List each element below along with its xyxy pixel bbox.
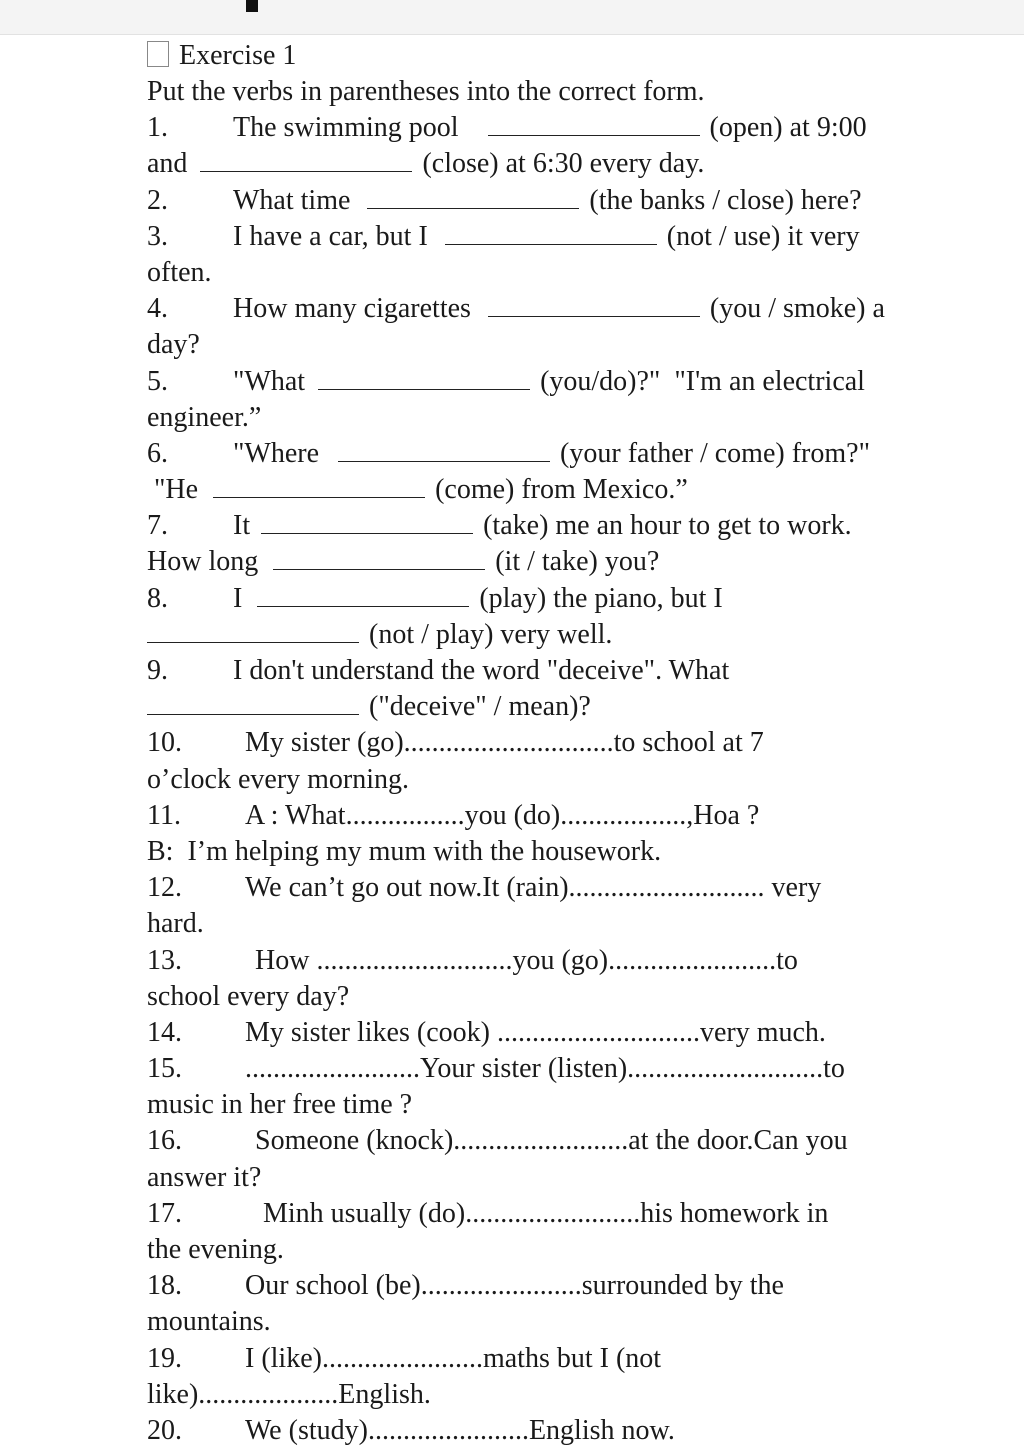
- list-item: [147, 436, 937, 472]
- item-text: (your father / come) from?": [560, 437, 871, 469]
- answer-blank[interactable]: [367, 186, 579, 209]
- answer-blank[interactable]: [338, 439, 550, 462]
- answer-blank[interactable]: [488, 294, 700, 317]
- item-number: 11.: [147, 799, 181, 831]
- item-text: music in her free time ?: [147, 1089, 413, 1121]
- item-text: (close) at 6:30 every day.: [422, 148, 705, 180]
- item-number: 9.: [147, 655, 168, 686]
- item-number: 6.: [147, 437, 168, 469]
- item-text: My sister likes (cook) .............................very much.: [245, 1016, 826, 1048]
- item-text: o’clock every morning.: [147, 763, 410, 795]
- list-item: [147, 870, 937, 906]
- item-text: Someone (knock).........................at the door.Can you: [255, 1125, 848, 1157]
- answer-blank[interactable]: [257, 584, 469, 607]
- item-number: 12.: [147, 872, 182, 904]
- item-text: B: I’m helping my mum with the housework.: [147, 835, 662, 867]
- list-item: [147, 544, 937, 580]
- item-text: What time: [233, 184, 351, 216]
- item-text: often.: [147, 256, 212, 288]
- item-number: 2.: [147, 184, 168, 216]
- item-text: hard.: [147, 908, 204, 940]
- item-number: 15.: [147, 1053, 182, 1085]
- item-number: 13.: [147, 944, 182, 976]
- item-text: We (study).......................English now.: [245, 1414, 675, 1446]
- item-text: How long: [147, 546, 259, 578]
- list-item: [147, 146, 937, 182]
- item-number: 4.: [147, 293, 168, 325]
- item-number: 20.: [147, 1414, 182, 1446]
- item-text: I: [233, 582, 243, 614]
- item-text: (not / play) very well.: [369, 618, 613, 650]
- top-bar: [0, 0, 1024, 35]
- list-item: [147, 1160, 937, 1196]
- item-text: A : What.................you (do)..................,Hoa ?: [245, 799, 760, 831]
- list-item: [147, 581, 937, 617]
- item-text: "What: [233, 365, 306, 397]
- list-item: [147, 291, 937, 327]
- list-item: [147, 1015, 937, 1051]
- item-text: (come) from Mexico.”: [435, 474, 688, 506]
- list-item: [147, 400, 937, 436]
- list-item: [147, 653, 937, 689]
- list-item: [147, 906, 937, 942]
- item-text: "Where: [233, 437, 320, 469]
- answer-blank[interactable]: [445, 222, 657, 245]
- item-text: (take) me an hour to get to work.: [483, 510, 852, 542]
- item-number: 1.: [147, 112, 168, 144]
- answer-blank[interactable]: [213, 475, 425, 498]
- list-item: [147, 762, 937, 798]
- item-number: 5.: [147, 365, 168, 397]
- list-item: [147, 472, 937, 508]
- list-item: [147, 1268, 937, 1304]
- item-text: and: [147, 148, 188, 180]
- answer-blank[interactable]: [147, 620, 359, 643]
- list-item: [147, 689, 937, 725]
- item-text: answer it?: [147, 1161, 262, 1193]
- list-item: [147, 364, 937, 400]
- item-text: How many cigarettes: [233, 293, 471, 325]
- list-item: [147, 1377, 937, 1413]
- answer-blank[interactable]: [318, 367, 530, 390]
- list-item: [147, 508, 937, 544]
- item-number: 8.: [147, 582, 168, 614]
- item-text: (it / take) you?: [495, 546, 660, 578]
- item-number: 7.: [147, 510, 168, 542]
- exercise-title: Exercise 1: [179, 40, 297, 71]
- item-number: 18.: [147, 1270, 182, 1302]
- answer-blank[interactable]: [488, 113, 700, 136]
- item-text: (play) the piano, but I: [479, 582, 723, 614]
- item-number: 16.: [147, 1125, 182, 1157]
- item-text: (you/do)?" "I'm an electrical: [540, 365, 865, 397]
- cursor-mark: [246, 0, 258, 12]
- item-text: (open) at 9:00: [709, 112, 867, 144]
- item-text: the evening.: [147, 1234, 284, 1265]
- list-item: [147, 979, 937, 1015]
- item-text: like)....................English.: [147, 1378, 431, 1410]
- item-text: .........................Your sister (listen)............................to: [245, 1053, 845, 1085]
- list-item: [147, 1196, 937, 1232]
- list-item: [147, 1051, 937, 1087]
- item-number: 19.: [147, 1342, 182, 1374]
- item-text: day?: [147, 329, 200, 361]
- list-item: [147, 110, 937, 146]
- list-item: [147, 725, 937, 761]
- list-item: [147, 1123, 937, 1159]
- list-item: [147, 327, 937, 363]
- exercise-title-line: [147, 38, 937, 74]
- item-number: 17.: [147, 1197, 182, 1229]
- item-text: I don't understand the word "deceive". What: [233, 655, 730, 686]
- item-text: mountains.: [147, 1306, 271, 1338]
- item-number: 10.: [147, 727, 182, 759]
- item-text: It: [233, 510, 251, 542]
- list-item: [147, 255, 937, 291]
- list-item: [147, 1341, 937, 1377]
- item-text: "He: [147, 474, 199, 506]
- list-item: [147, 1413, 937, 1449]
- item-text: Our school (be).......................surrounded by the: [245, 1270, 784, 1302]
- item-text: My sister (go)..............................to school at 7: [245, 727, 764, 759]
- list-item: [147, 798, 937, 834]
- list-item: [147, 1304, 937, 1340]
- instruction-line: [147, 74, 937, 110]
- answer-blank[interactable]: [273, 547, 485, 570]
- checkbox-icon[interactable]: [147, 41, 169, 67]
- item-text: I have a car, but I: [233, 220, 428, 252]
- item-text: I (like).......................maths but I (not: [245, 1342, 662, 1374]
- item-text: engineer.”: [147, 401, 262, 433]
- item-text: (the banks / close) here?: [589, 184, 862, 216]
- answer-blank[interactable]: [200, 149, 412, 172]
- item-text: (not / use) it very: [666, 220, 860, 252]
- answer-blank[interactable]: [261, 511, 473, 534]
- list-item: [147, 219, 937, 255]
- item-text: school every day?: [147, 980, 350, 1012]
- exercise-page: [147, 38, 937, 1449]
- list-item: [147, 617, 937, 653]
- item-text: How ............................you (go)........................to: [255, 944, 798, 976]
- list-item: [147, 1087, 937, 1123]
- list-item: [147, 943, 937, 979]
- item-text: ("deceive" / mean)?: [369, 691, 591, 723]
- item-text: (you / smoke) a: [709, 293, 885, 325]
- item-text: The swimming pool: [233, 112, 459, 144]
- answer-blank[interactable]: [147, 692, 359, 715]
- item-number: 14.: [147, 1016, 182, 1048]
- list-item: [147, 834, 937, 870]
- item-number: 3.: [147, 220, 168, 252]
- list-item: [147, 1232, 937, 1268]
- item-text: We can’t go out now.It (rain)............................ very: [245, 872, 822, 904]
- list-item: [147, 183, 937, 219]
- item-text: Minh usually (do).........................his homework in: [263, 1197, 829, 1229]
- instruction-text: Put the verbs in parentheses into the correct form.: [147, 76, 705, 107]
